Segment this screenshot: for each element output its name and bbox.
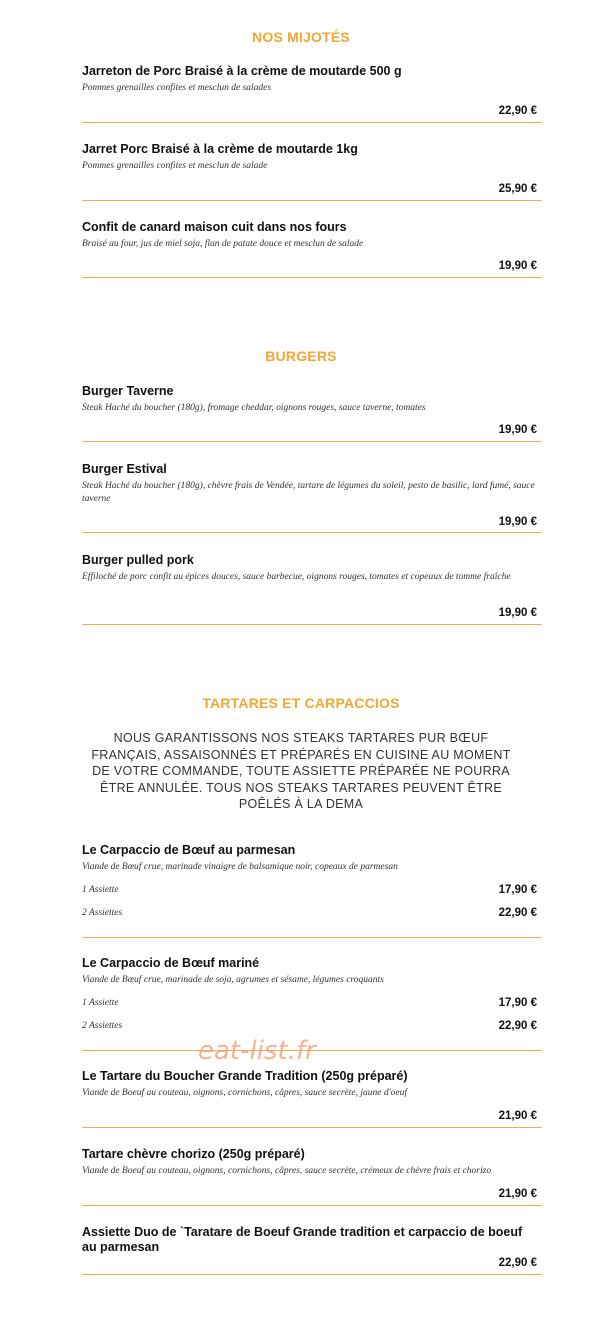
section-title-tartares: TARTARES ET CARPACCIOS [202, 695, 400, 711]
tartare-notice: NOUS GARANTISSONS NOS STEAKS TARTARES PUR BŒUF FRANÇAIS, ASSAISONNÉS ET PRÉPARÉS EN CUISINE AU MOMENT DE VOTRE COMMANDE, TOUTE ASSIETTE PRÉPARÉE NE POURRA ÊTRE ANNULÉE. TOUS NOS STEAKS TARTARES PEUVENT ÊTRE POÊLÉS À LA DEMA [91, 731, 511, 811]
menu-item [82, 843, 542, 938]
item-price: 22,90 € [498, 1257, 537, 1269]
item-name: Tartare chèvre chorizo (250g préparé) [82, 1147, 305, 1161]
item-name: Le Carpaccio de Bœuf au parmesan [82, 843, 296, 857]
option-label: 1 Assiette [82, 998, 119, 1008]
item-description: Effiloché de porc confit au épices douces, sauce barbecue, oignons rouges, tomates et copeaux de tomme fraîche [82, 572, 511, 582]
section-title-mijotes: NOS MIJOTÉS [252, 29, 350, 45]
item-name: Jarret Porc Braisé à la crème de moutarde 1kg [82, 142, 358, 156]
menu-item [82, 462, 542, 533]
item-name: Assiette Duo de `Taratare de Boeuf Grande tradition et carpaccio de boeuf au parmesan [82, 1225, 523, 1254]
item-description: Pommes grenailles confites et mesclun de salades [82, 83, 272, 93]
item-description: Viande de Boeuf au couteau, oignons, cornichons, câpres, sauce secrète, jaune d'oeuf [82, 1088, 407, 1098]
item-description: Pommes grenailles confites et mesclun de salade [82, 161, 268, 171]
option-label: 2 Assiettes [82, 1021, 123, 1031]
menu-item [82, 384, 542, 442]
item-name: Confit de canard maison cuit dans nos fours [82, 220, 347, 234]
item-description: Viande de Bœuf crue, marinade vinaigre de balsamique noir, copeaux de parmesan [82, 862, 398, 872]
watermark-logo: eat-list.fr [198, 1036, 316, 1066]
item-price: 25,90 € [498, 183, 537, 195]
option-price: 22,90 € [498, 907, 537, 919]
menu-item [82, 553, 542, 625]
menu-item [82, 1069, 542, 1128]
menu-item [82, 1225, 542, 1275]
item-price: 22,90 € [498, 105, 537, 117]
menu-item [82, 64, 542, 123]
item-price: 19,90 € [498, 260, 537, 272]
menu-item [82, 142, 542, 201]
item-name: Burger pulled pork [82, 553, 194, 567]
option-row [82, 1020, 542, 1032]
item-description: Braisé au four, jus de miel soja, flan de patate douce et mesclun de salade [82, 239, 364, 249]
menu-item [82, 1147, 542, 1206]
item-price: 19,90 € [498, 607, 537, 619]
section-title-burgers: BURGERS [265, 348, 337, 364]
item-name: Le Carpaccio de Bœuf mariné [82, 956, 260, 970]
item-name: Burger Estival [82, 462, 167, 476]
item-name: Le Tartare du Boucher Grande Tradition (250g préparé) [82, 1069, 408, 1083]
item-price: 19,90 € [498, 424, 537, 436]
item-name: Burger Taverne [82, 384, 174, 398]
option-label: 1 Assiette [82, 885, 119, 895]
option-row [82, 997, 542, 1009]
item-description: Steak Haché du boucher (180g), chèvre frais de Vendée, tartare de légumes du soleil, pesto de basilic, lard fumé, sauce taverne [82, 481, 535, 504]
item-price: 19,90 € [498, 516, 537, 528]
item-description: Viande de Bœuf crue, marinade de soja, agrumes et sésame, légumes croquants [82, 975, 384, 985]
option-price: 22,90 € [498, 1020, 537, 1032]
menu-item [82, 220, 542, 278]
option-row [82, 884, 542, 896]
item-description: Viande de Boeuf au couteau, oignons, cornichons, câpres, sauce secrète, crémeux de chèvre frais et chorizo [82, 1166, 492, 1176]
option-price: 17,90 € [498, 997, 537, 1009]
item-price: 21,90 € [498, 1110, 537, 1122]
item-description: Steak Haché du boucher (180g), fromage cheddar, oignons rouges, sauce taverne, tomates [82, 403, 426, 413]
option-price: 17,90 € [498, 884, 537, 896]
item-name: Jarreton de Porc Braisé à la crème de moutarde 500 g [82, 64, 402, 78]
option-row [82, 907, 542, 919]
item-price: 21,90 € [498, 1188, 537, 1200]
option-label: 2 Assiettes [82, 908, 123, 918]
